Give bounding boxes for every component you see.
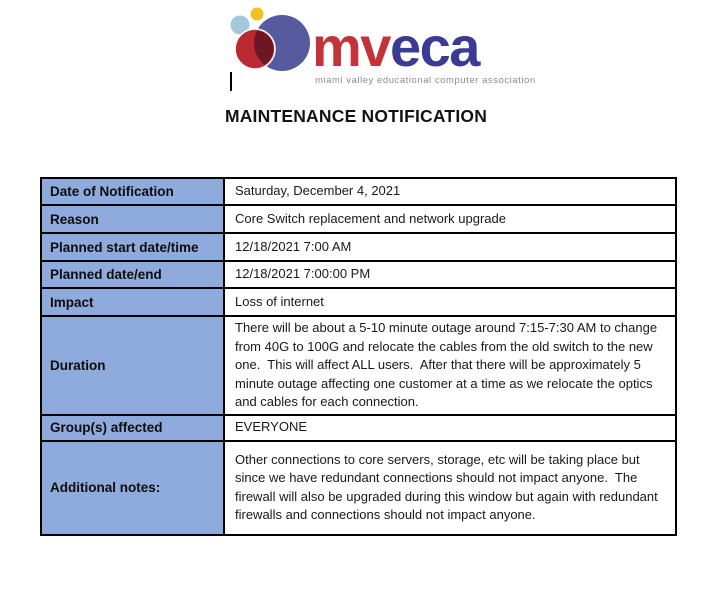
row-label-planned-start[interactable]: Planned start date/time [41,233,224,261]
row-value-duration[interactable]: There will be about a 5-10 minute outage around 7:15-7:30 AM to change from 40G to 100G and relocate the cables from the old switch to the new one. This will affect ALL users. After that there will be approximately 5 minute outage affecting one customer at a time as we relocate the optics and cables for each connection. [224,316,676,415]
row-label-additional-notes[interactable]: Additional notes: [41,441,224,535]
table-row-planned-start [41,233,676,261]
row-label-duration[interactable]: Duration [41,316,224,415]
row-value-groups-affected[interactable]: EVERYONE [224,415,676,441]
maintenance-table [40,177,677,536]
logo-wordmark [312,15,536,78]
table-row-reason [41,205,676,233]
logo-text [312,15,536,86]
row-value-reason[interactable]: Core Switch replacement and network upgrade [224,205,676,233]
row-value-additional-notes[interactable]: Other connections to core servers, storage, etc will be taking place but since we have redundant connections should not impact anyone. The firewall will also be upgraded during this window but again with redundant firewalls and connections should not impact anyone. [224,441,676,535]
row-label-reason[interactable]: Reason [41,205,224,233]
row-label-planned-end[interactable]: Planned date/end [41,261,224,288]
row-label-groups-affected[interactable]: Group(s) affected [41,415,224,441]
row-label-impact[interactable]: Impact [41,288,224,316]
logo-tagline: miami valley educational computer association [315,75,536,86]
table-row-duration [41,316,676,415]
page-title[interactable]: MAINTENANCE NOTIFICATION [224,106,488,126]
row-label-date-of-notification[interactable]: Date of Notification [41,178,224,205]
logo-wordmark-eca: eca [389,15,479,78]
table-row-groups-affected [41,415,676,441]
table-row-date-of-notification [41,178,676,205]
row-value-date-of-notification[interactable]: Saturday, December 4, 2021 [224,178,676,205]
row-value-impact[interactable]: Loss of internet [224,288,676,316]
table-row-planned-end [41,261,676,288]
logo-circle-yellow [251,8,264,21]
mveca-logo [226,6,536,88]
logo-wordmark-mv: mv [312,15,390,78]
table-row-additional-notes [41,441,676,535]
table-row-impact [41,288,676,316]
row-value-planned-start[interactable]: 12/18/2021 7:00 AM [224,233,676,261]
text-cursor [230,72,232,91]
mveca-logo-icon [226,6,312,88]
row-value-planned-end[interactable]: 12/18/2021 7:00:00 PM [224,261,676,288]
